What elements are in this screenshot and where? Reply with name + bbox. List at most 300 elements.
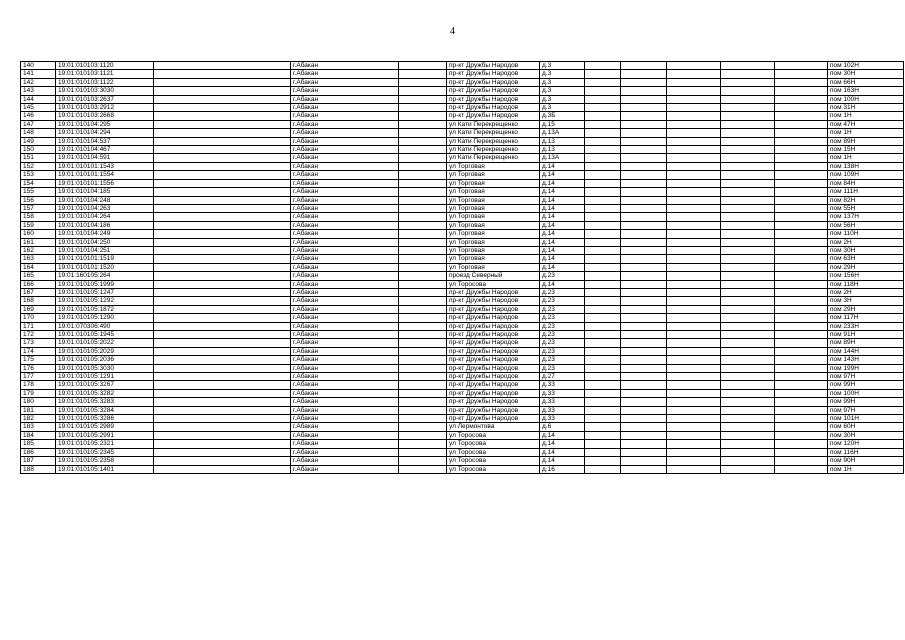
city-cell: г.Абакан xyxy=(291,406,399,414)
cadastral-number-cell: 19:01:010104:249 xyxy=(56,230,154,238)
empty-cell xyxy=(399,246,447,254)
empty-cell xyxy=(585,196,621,204)
city-cell: г.Абакан xyxy=(291,389,399,397)
empty-cell xyxy=(154,288,291,296)
empty-cell xyxy=(585,373,621,381)
cadastral-number-cell: 19:01:070306:490 xyxy=(56,322,154,330)
room-cell: пом 29Н xyxy=(828,305,904,313)
empty-cell xyxy=(585,415,621,423)
empty-cell xyxy=(775,196,828,204)
empty-cell xyxy=(621,120,667,128)
room-cell: пом 91Н xyxy=(828,331,904,339)
empty-cell xyxy=(585,62,621,70)
empty-cell xyxy=(721,280,775,288)
street-cell: пр-кт Дружбы Народов xyxy=(447,331,540,339)
house-cell: д.14 xyxy=(540,171,585,179)
table-row xyxy=(21,356,904,364)
street-cell: пр-кт Дружбы Народов xyxy=(447,406,540,414)
row-number-cell: 149 xyxy=(21,137,56,145)
empty-cell xyxy=(667,78,721,86)
empty-cell xyxy=(621,188,667,196)
city-cell: г.Абакан xyxy=(291,238,399,246)
empty-cell xyxy=(399,347,447,355)
empty-cell xyxy=(775,356,828,364)
empty-cell xyxy=(399,179,447,187)
empty-cell xyxy=(667,230,721,238)
street-cell: пр-кт Дружбы Народов xyxy=(447,62,540,70)
empty-cell xyxy=(721,331,775,339)
room-cell: пом 15Н xyxy=(828,146,904,154)
city-cell: г.Абакан xyxy=(291,356,399,364)
street-cell: ул Кати Перекрещенко xyxy=(447,137,540,145)
house-cell: д.3Б xyxy=(540,112,585,120)
empty-cell xyxy=(154,389,291,397)
empty-cell xyxy=(621,263,667,271)
house-cell: д.14 xyxy=(540,263,585,271)
house-cell: д.14 xyxy=(540,179,585,187)
street-cell: ул Торговая xyxy=(447,188,540,196)
empty-cell xyxy=(667,347,721,355)
room-cell: пом 116Н xyxy=(828,448,904,456)
cadastral-number-cell: 19:01:010105:3282 xyxy=(56,389,154,397)
empty-cell xyxy=(154,213,291,221)
empty-cell xyxy=(721,204,775,212)
table-row xyxy=(21,104,904,112)
house-cell: д.14 xyxy=(540,196,585,204)
empty-cell xyxy=(585,112,621,120)
empty-cell xyxy=(721,440,775,448)
cadastral-number-cell: 19:01:010105:3267 xyxy=(56,381,154,389)
row-number-cell: 172 xyxy=(21,331,56,339)
empty-cell xyxy=(775,415,828,423)
empty-cell xyxy=(154,171,291,179)
city-cell: г.Абакан xyxy=(291,196,399,204)
empty-cell xyxy=(621,356,667,364)
empty-cell xyxy=(585,137,621,145)
cadastral-number-cell: 19:01:010101:1543 xyxy=(56,162,154,170)
row-number-cell: 145 xyxy=(21,104,56,112)
empty-cell xyxy=(721,356,775,364)
row-number-cell: 146 xyxy=(21,112,56,120)
house-cell: д.33 xyxy=(540,406,585,414)
empty-cell xyxy=(154,381,291,389)
empty-cell xyxy=(721,339,775,347)
empty-cell xyxy=(667,120,721,128)
empty-cell xyxy=(775,339,828,347)
table-row xyxy=(21,297,904,305)
empty-cell xyxy=(585,423,621,431)
table-row xyxy=(21,146,904,154)
house-cell: д.13 xyxy=(540,146,585,154)
empty-cell xyxy=(585,288,621,296)
empty-cell xyxy=(667,204,721,212)
empty-cell xyxy=(585,213,621,221)
empty-cell xyxy=(399,263,447,271)
empty-cell xyxy=(399,364,447,372)
street-cell: пр-кт Дружбы Народов xyxy=(447,339,540,347)
street-cell: ул Торосова xyxy=(447,448,540,456)
empty-cell xyxy=(154,255,291,263)
empty-cell xyxy=(667,129,721,137)
empty-cell xyxy=(667,364,721,372)
empty-cell xyxy=(621,171,667,179)
table-row xyxy=(21,204,904,212)
city-cell: г.Абакан xyxy=(291,272,399,280)
row-number-cell: 180 xyxy=(21,398,56,406)
empty-cell xyxy=(585,431,621,439)
city-cell: г.Абакан xyxy=(291,221,399,229)
empty-cell xyxy=(721,230,775,238)
room-cell: пом 97Н xyxy=(828,406,904,414)
empty-cell xyxy=(775,146,828,154)
empty-cell xyxy=(621,322,667,330)
city-cell: г.Абакан xyxy=(291,314,399,322)
empty-cell xyxy=(399,322,447,330)
table-row xyxy=(21,62,904,70)
empty-cell xyxy=(399,146,447,154)
empty-cell xyxy=(154,230,291,238)
cadastral-number-cell: 19:01:010105:2989 xyxy=(56,423,154,431)
empty-cell xyxy=(399,188,447,196)
empty-cell xyxy=(721,129,775,137)
cadastral-number-cell: 19:01:010104:537 xyxy=(56,137,154,145)
empty-cell xyxy=(775,62,828,70)
room-cell: пом 97Н xyxy=(828,373,904,381)
empty-cell xyxy=(399,162,447,170)
city-cell: г.Абакан xyxy=(291,112,399,120)
street-cell: пр-кт Дружбы Народов xyxy=(447,381,540,389)
empty-cell xyxy=(721,415,775,423)
house-cell: д.23 xyxy=(540,364,585,372)
empty-cell xyxy=(154,423,291,431)
empty-cell xyxy=(667,188,721,196)
empty-cell xyxy=(621,196,667,204)
empty-cell xyxy=(721,381,775,389)
row-number-cell: 141 xyxy=(21,70,56,78)
city-cell: г.Абакан xyxy=(291,297,399,305)
table-row xyxy=(21,246,904,254)
empty-cell xyxy=(585,297,621,305)
table-row xyxy=(21,179,904,187)
empty-cell xyxy=(399,381,447,389)
cadastral-number-cell: 19:01:010105:1999 xyxy=(56,280,154,288)
empty-cell xyxy=(585,154,621,162)
table-row xyxy=(21,78,904,86)
empty-cell xyxy=(621,389,667,397)
empty-cell xyxy=(721,179,775,187)
city-cell: г.Абакан xyxy=(291,364,399,372)
empty-cell xyxy=(585,204,621,212)
table-row xyxy=(21,322,904,330)
house-cell: д.23 xyxy=(540,305,585,313)
room-cell: пом 199Н xyxy=(828,364,904,372)
empty-cell xyxy=(775,364,828,372)
empty-cell xyxy=(585,272,621,280)
city-cell: г.Абакан xyxy=(291,288,399,296)
cadastral-number-cell: 19:01:010103:1121 xyxy=(56,70,154,78)
empty-cell xyxy=(667,137,721,145)
street-cell: ул Торосова xyxy=(447,280,540,288)
cadastral-number-cell: 19:01:010104:467 xyxy=(56,146,154,154)
empty-cell xyxy=(621,87,667,95)
table-row xyxy=(21,87,904,95)
city-cell: г.Абакан xyxy=(291,171,399,179)
empty-cell xyxy=(721,213,775,221)
empty-cell xyxy=(667,322,721,330)
cadastral-number-cell: 19:01:010101:1554 xyxy=(56,171,154,179)
empty-cell xyxy=(721,70,775,78)
empty-cell xyxy=(667,171,721,179)
row-number-cell: 173 xyxy=(21,339,56,347)
house-cell: д.23 xyxy=(540,288,585,296)
table-row xyxy=(21,415,904,423)
empty-cell xyxy=(721,196,775,204)
empty-cell xyxy=(154,263,291,271)
house-cell: д.13А xyxy=(540,154,585,162)
city-cell: г.Абакан xyxy=(291,95,399,103)
empty-cell xyxy=(721,322,775,330)
house-cell: д.14 xyxy=(540,213,585,221)
city-cell: г.Абакан xyxy=(291,230,399,238)
empty-cell xyxy=(154,440,291,448)
empty-cell xyxy=(399,137,447,145)
cadastral-number-cell: 19:01:010105:3286 xyxy=(56,415,154,423)
empty-cell xyxy=(667,465,721,473)
street-cell: пр-кт Дружбы Народов xyxy=(447,95,540,103)
empty-cell xyxy=(399,196,447,204)
row-number-cell: 154 xyxy=(21,179,56,187)
house-cell: д.14 xyxy=(540,188,585,196)
city-cell: г.Абакан xyxy=(291,154,399,162)
empty-cell xyxy=(721,188,775,196)
room-cell: пом 66Н xyxy=(828,78,904,86)
table-row xyxy=(21,95,904,103)
city-cell: г.Абакан xyxy=(291,104,399,112)
empty-cell xyxy=(154,356,291,364)
room-cell: пом 102Н xyxy=(828,62,904,70)
empty-cell xyxy=(667,415,721,423)
empty-cell xyxy=(775,70,828,78)
street-cell: ул Торговая xyxy=(447,230,540,238)
street-cell: ул Лермонтова xyxy=(447,423,540,431)
city-cell: г.Абакан xyxy=(291,188,399,196)
empty-cell xyxy=(775,347,828,355)
empty-cell xyxy=(775,78,828,86)
empty-cell xyxy=(154,95,291,103)
empty-cell xyxy=(399,120,447,128)
table-row xyxy=(21,431,904,439)
empty-cell xyxy=(775,322,828,330)
house-cell: д.14 xyxy=(540,204,585,212)
table-row xyxy=(21,305,904,313)
empty-cell xyxy=(775,389,828,397)
table-row xyxy=(21,423,904,431)
empty-cell xyxy=(585,314,621,322)
table-row xyxy=(21,137,904,145)
empty-cell xyxy=(775,423,828,431)
empty-cell xyxy=(585,347,621,355)
house-cell: д.6 xyxy=(540,423,585,431)
empty-cell xyxy=(621,255,667,263)
empty-cell xyxy=(721,87,775,95)
city-cell: г.Абакан xyxy=(291,305,399,313)
empty-cell xyxy=(154,415,291,423)
empty-cell xyxy=(154,196,291,204)
empty-cell xyxy=(585,120,621,128)
empty-cell xyxy=(399,129,447,137)
empty-cell xyxy=(721,78,775,86)
cadastral-number-cell: 19:01:010105:1291 xyxy=(56,373,154,381)
street-cell: ул Торосова xyxy=(447,457,540,465)
house-cell: д.33 xyxy=(540,398,585,406)
empty-cell xyxy=(667,146,721,154)
empty-cell xyxy=(775,272,828,280)
empty-cell xyxy=(621,129,667,137)
empty-cell xyxy=(154,431,291,439)
city-cell: г.Абакан xyxy=(291,70,399,78)
row-number-cell: 174 xyxy=(21,347,56,355)
table-row xyxy=(21,129,904,137)
empty-cell xyxy=(667,398,721,406)
room-cell: пом 90Н xyxy=(828,457,904,465)
row-number-cell: 183 xyxy=(21,423,56,431)
empty-cell xyxy=(667,314,721,322)
house-cell: д.23 xyxy=(540,347,585,355)
empty-cell xyxy=(621,112,667,120)
house-cell: д.14 xyxy=(540,431,585,439)
empty-cell xyxy=(667,70,721,78)
empty-cell xyxy=(585,364,621,372)
table-row xyxy=(21,238,904,246)
empty-cell xyxy=(721,255,775,263)
room-cell: пом 89Н xyxy=(828,137,904,145)
empty-cell xyxy=(154,221,291,229)
empty-cell xyxy=(721,373,775,381)
street-cell: пр-кт Дружбы Народов xyxy=(447,112,540,120)
empty-cell xyxy=(399,112,447,120)
empty-cell xyxy=(154,305,291,313)
house-cell: д.13А xyxy=(540,129,585,137)
cadastral-number-cell: 19:01:010103:1122 xyxy=(56,78,154,86)
empty-cell xyxy=(154,188,291,196)
empty-cell xyxy=(621,406,667,414)
empty-cell xyxy=(585,448,621,456)
empty-cell xyxy=(667,154,721,162)
empty-cell xyxy=(775,314,828,322)
empty-cell xyxy=(585,146,621,154)
empty-cell xyxy=(721,448,775,456)
empty-cell xyxy=(667,221,721,229)
city-cell: г.Абакан xyxy=(291,440,399,448)
empty-cell xyxy=(775,129,828,137)
row-number-cell: 160 xyxy=(21,230,56,238)
empty-cell xyxy=(775,137,828,145)
empty-cell xyxy=(721,238,775,246)
empty-cell xyxy=(667,288,721,296)
empty-cell xyxy=(621,221,667,229)
house-cell: д.14 xyxy=(540,238,585,246)
street-cell: ул Кати Перекрещенко xyxy=(447,129,540,137)
room-cell: пом 100Н xyxy=(828,95,904,103)
cadastral-number-cell: 19:01:010104:185 xyxy=(56,188,154,196)
cadastral-number-cell: 19:01:010105:3284 xyxy=(56,406,154,414)
row-number-cell: 169 xyxy=(21,305,56,313)
empty-cell xyxy=(621,238,667,246)
empty-cell xyxy=(585,440,621,448)
empty-cell xyxy=(667,87,721,95)
empty-cell xyxy=(775,230,828,238)
empty-cell xyxy=(621,347,667,355)
row-number-cell: 178 xyxy=(21,381,56,389)
empty-cell xyxy=(399,255,447,263)
room-cell: пом 111Н xyxy=(828,188,904,196)
empty-cell xyxy=(721,246,775,254)
empty-cell xyxy=(585,465,621,473)
table-row xyxy=(21,120,904,128)
empty-cell xyxy=(775,188,828,196)
house-cell: д.14 xyxy=(540,440,585,448)
empty-cell xyxy=(667,95,721,103)
empty-cell xyxy=(399,230,447,238)
empty-cell xyxy=(775,95,828,103)
table-row xyxy=(21,196,904,204)
table-row xyxy=(21,162,904,170)
empty-cell xyxy=(154,112,291,120)
empty-cell xyxy=(721,162,775,170)
empty-cell xyxy=(399,423,447,431)
table-row xyxy=(21,280,904,288)
street-cell: ул Кати Перекрещенко xyxy=(447,146,540,154)
street-cell: пр-кт Дружбы Народов xyxy=(447,415,540,423)
room-cell: пом 233Н xyxy=(828,322,904,330)
room-cell: пом 120Н xyxy=(828,440,904,448)
empty-cell xyxy=(154,457,291,465)
cadastral-number-cell: 19:01:010104:186 xyxy=(56,221,154,229)
house-cell: д.23 xyxy=(540,272,585,280)
empty-cell xyxy=(721,154,775,162)
empty-cell xyxy=(721,305,775,313)
empty-cell xyxy=(585,78,621,86)
table-row xyxy=(21,314,904,322)
cadastral-number-cell: 19:01:010104:251 xyxy=(56,246,154,254)
empty-cell xyxy=(621,78,667,86)
empty-cell xyxy=(775,120,828,128)
cadastral-number-cell: 19:01:010104:250 xyxy=(56,238,154,246)
cadastral-number-cell: 19:01:010103:2637 xyxy=(56,95,154,103)
empty-cell xyxy=(585,280,621,288)
street-cell: проезд Северный xyxy=(447,272,540,280)
row-number-cell: 175 xyxy=(21,356,56,364)
empty-cell xyxy=(775,297,828,305)
empty-cell xyxy=(154,373,291,381)
table-row xyxy=(21,364,904,372)
house-cell: д.23 xyxy=(540,322,585,330)
empty-cell xyxy=(154,238,291,246)
room-cell: пом 60Н xyxy=(828,423,904,431)
house-cell: д.14 xyxy=(540,162,585,170)
cadastral-number-cell: 19:01:010105:1945 xyxy=(56,331,154,339)
empty-cell xyxy=(775,238,828,246)
city-cell: г.Абакан xyxy=(291,398,399,406)
empty-cell xyxy=(585,398,621,406)
city-cell: г.Абакан xyxy=(291,204,399,212)
house-cell: д.23 xyxy=(540,331,585,339)
street-cell: ул Торговая xyxy=(447,263,540,271)
row-number-cell: 140 xyxy=(21,62,56,70)
row-number-cell: 164 xyxy=(21,263,56,271)
row-number-cell: 188 xyxy=(21,465,56,473)
cadastral-number-cell: 19:01:010105:3283 xyxy=(56,398,154,406)
